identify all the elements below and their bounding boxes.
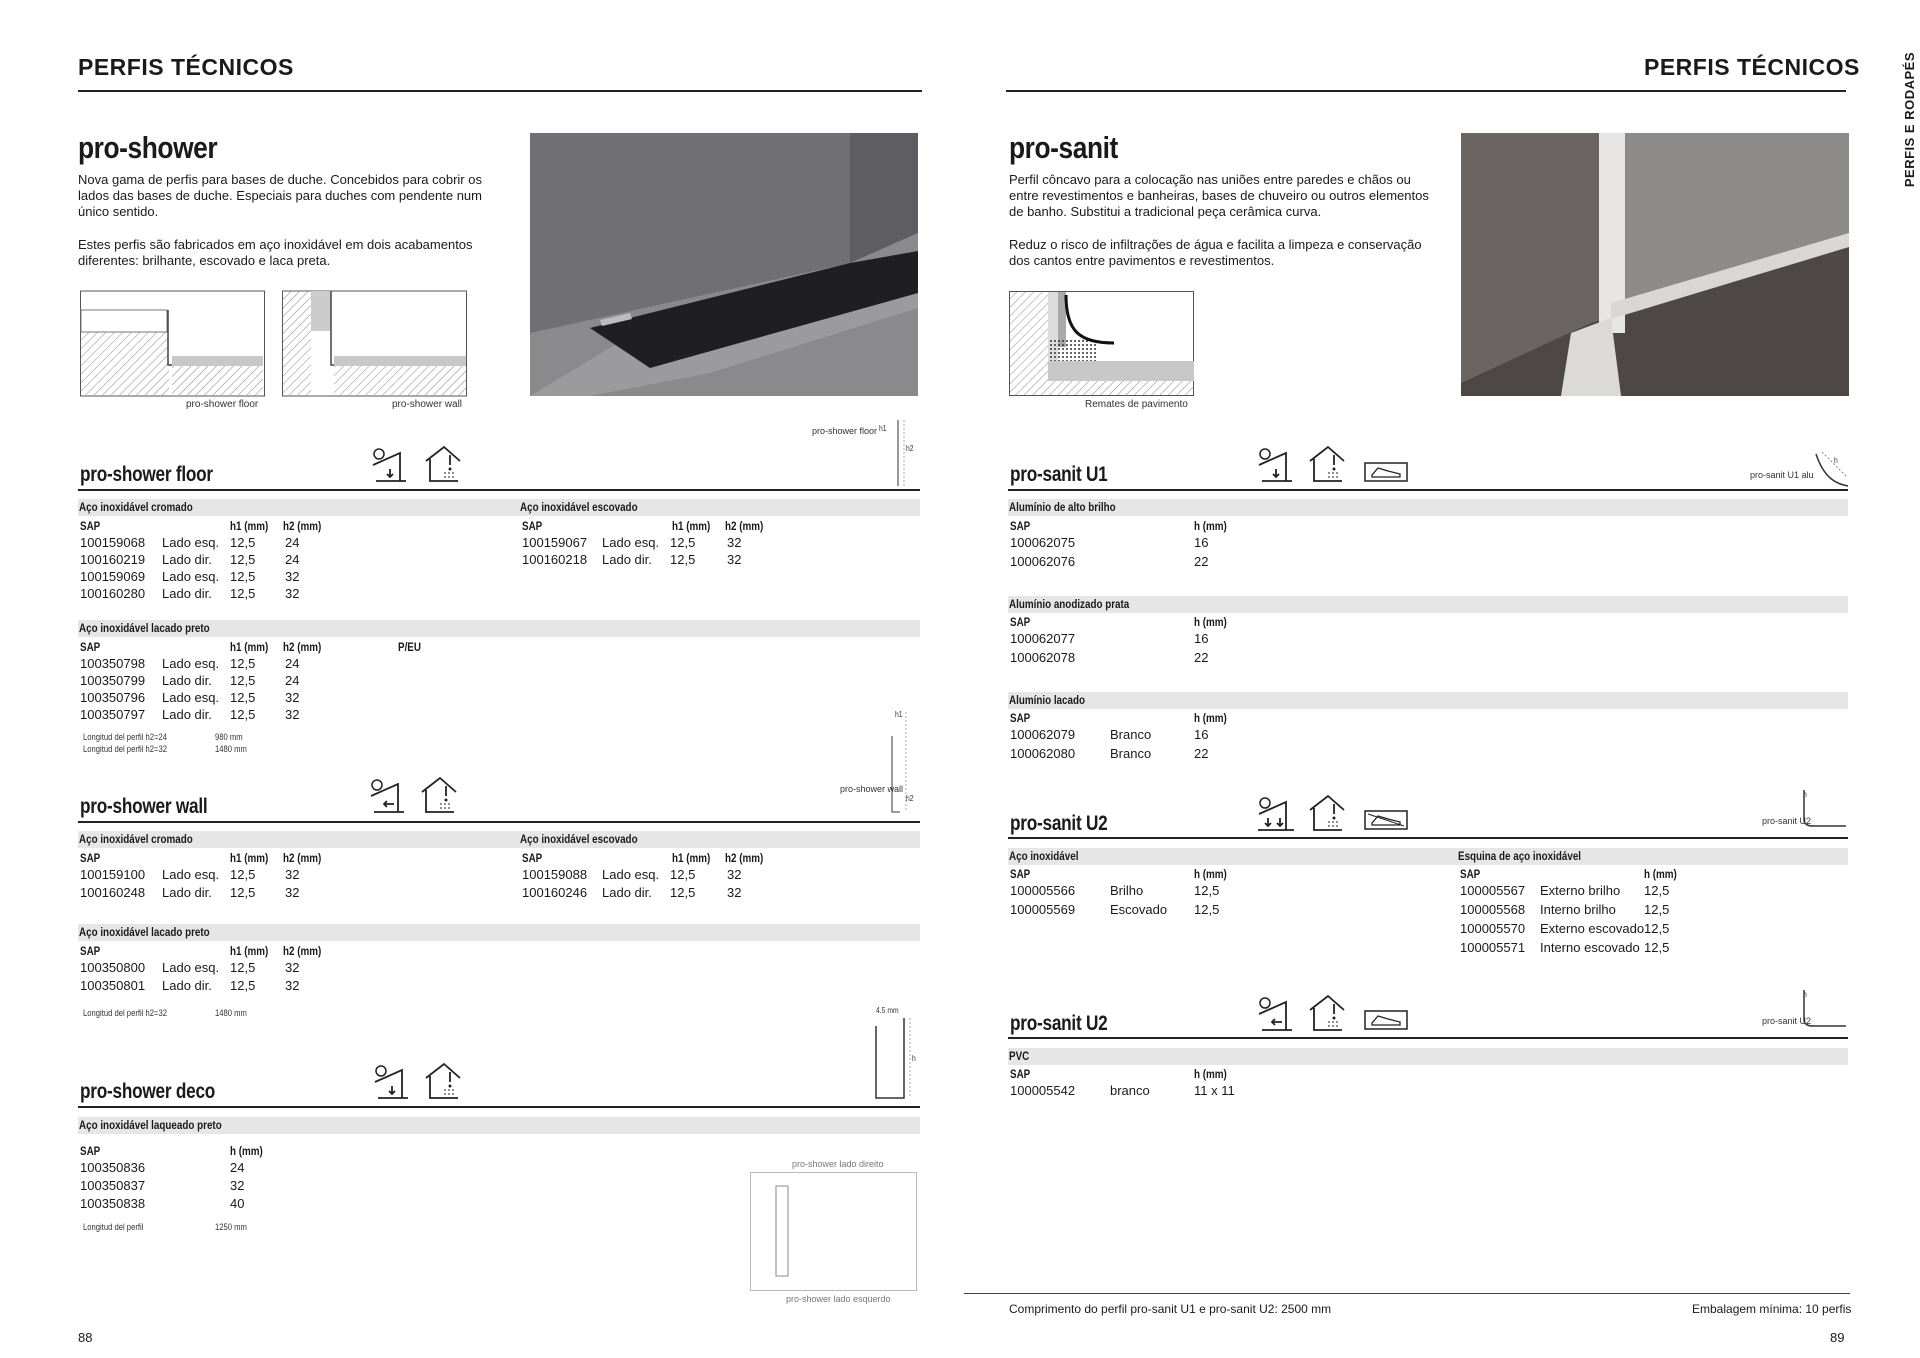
shower-icon	[424, 445, 462, 483]
table-cell: 32	[727, 535, 742, 550]
note-value: 1480 mm	[215, 1008, 247, 1018]
table-cell: Escovado	[1110, 902, 1168, 917]
floor-side-label: pro-shower floor	[812, 426, 878, 436]
sap-code: 100005568	[1460, 902, 1526, 917]
right-header-rule	[1006, 90, 1846, 92]
table-cell: Branco	[1110, 727, 1152, 742]
sap-code: 100160280	[80, 586, 146, 601]
deco-plan-diagram	[750, 1172, 918, 1292]
sap-code: 100159100	[80, 867, 146, 882]
sap-code: 100350796	[80, 690, 146, 705]
table-cell: 32	[285, 867, 300, 882]
section-title-u2b: pro-sanit U2	[1010, 1012, 1108, 1035]
u2a-group1-label: Aço inoxidável	[1009, 849, 1079, 863]
table-cell: 12,5	[230, 535, 256, 550]
deco-dim-top: 4.5 mm	[876, 1006, 899, 1015]
floor-rule	[78, 489, 920, 491]
note-value: 980 mm	[215, 732, 243, 742]
column-header: SAP	[1010, 711, 1031, 725]
floor-band-1	[78, 499, 920, 516]
column-header: h2 (mm)	[283, 851, 322, 865]
table-cell: Lado dir.	[602, 552, 652, 567]
sun-drain-icon	[372, 1062, 410, 1100]
pro-shower-intro	[78, 172, 488, 286]
table-cell: Lado esq.	[162, 569, 220, 584]
table-cell: 32	[285, 885, 300, 900]
wall-band-2	[78, 924, 920, 941]
sap-code: 100350797	[80, 707, 146, 722]
table-cell: 12,5	[230, 867, 256, 882]
column-header: h2 (mm)	[725, 519, 764, 533]
note-label: Longitud del perfil h2=32	[83, 744, 168, 754]
table-cell: 32	[727, 867, 742, 882]
table-cell: branco	[1110, 1083, 1150, 1098]
table-cell: 22	[1194, 650, 1209, 665]
table-cell: Interno brilho	[1540, 902, 1616, 917]
table-cell: 12,5	[1644, 902, 1670, 917]
right-header: PERFIS TÉCNICOS	[1644, 54, 1860, 80]
intro-paragraph-2: Estes perfis são fabricados em aço inoxidável em dois acabamentos diferentes: brilhante, escovado e laca preta.	[78, 237, 473, 268]
deco-caption-top: pro-shower lado direito	[792, 1159, 884, 1169]
sap-code: 100350838	[80, 1196, 146, 1211]
table-cell: 32	[285, 586, 300, 601]
intro-paragraph-1: Perfil côncavo para a colocação nas uniões entre paredes e chãos ou entre revestimentos e banheiras, bases de chuveiro ou outros elementos de banho. Substitui a tradicional peça cerâmica curva.	[1009, 172, 1429, 219]
column-header: h1 (mm)	[230, 944, 269, 958]
intro-paragraph-2: Reduz o risco de infiltrações de água e facilita a limpeza e conservação dos cantos entre pavimentos e revestimentos.	[1009, 237, 1422, 268]
wall-band-1	[78, 831, 920, 848]
sap-code: 100005571	[1460, 940, 1526, 955]
column-header: SAP	[522, 519, 543, 533]
u2b-band-1	[1008, 1048, 1848, 1065]
column-header: h2 (mm)	[283, 944, 322, 958]
table-cell: 24	[230, 1160, 245, 1175]
wall-dim-h2: h2	[906, 794, 914, 803]
column-header: h (mm)	[1194, 1067, 1227, 1081]
u1-group1-label: Alumínio de alto brilho	[1009, 500, 1116, 514]
column-header: h (mm)	[230, 1144, 263, 1158]
u2a-group2-label: Esquina de aço inoxidável	[1458, 849, 1582, 863]
table-cell: 12,5	[1644, 883, 1670, 898]
floor-group3-label: Aço inoxidável lacado preto	[79, 621, 210, 635]
sap-code: 100159067	[522, 535, 588, 550]
pro-sanit-intro	[1009, 172, 1429, 286]
column-header: SAP	[1010, 867, 1031, 881]
column-header: h2 (mm)	[725, 851, 764, 865]
sap-code: 100350801	[80, 978, 146, 993]
footer-left: Comprimento do perfil pro-sanit U1 e pro-sanit U2: 2500 mm	[1009, 1302, 1332, 1316]
pro-sanit-diagram	[1009, 291, 1195, 397]
u2a-rule	[1008, 837, 1848, 839]
deco-group1-label: Aço inoxidável laqueado preto	[79, 1118, 222, 1132]
wall-dim-h1: h1	[895, 710, 903, 719]
table-cell: 40	[230, 1196, 245, 1211]
table-cell: 22	[1194, 746, 1209, 761]
table-cell: 11 x 11	[1194, 1083, 1235, 1098]
table-cell: 12,5	[230, 978, 256, 993]
column-header: h (mm)	[1194, 519, 1227, 533]
shower-icon	[1308, 794, 1346, 832]
table-cell: 12,5	[670, 867, 696, 882]
table-cell: Externo brilho	[1540, 883, 1621, 898]
column-header: SAP	[80, 851, 101, 865]
table-cell: 16	[1194, 535, 1209, 550]
sap-code: 100160218	[522, 552, 588, 567]
table-cell: 32	[230, 1178, 245, 1193]
sap-code: 100062079	[1010, 727, 1076, 742]
table-cell: Lado dir.	[162, 978, 212, 993]
table-cell: 12,5	[230, 656, 256, 671]
sap-code: 100062076	[1010, 554, 1076, 569]
table-cell: Brilho	[1110, 883, 1144, 898]
table-cell: 12,5	[230, 707, 256, 722]
side-tab: PERFIS E RODAPÉS	[1902, 52, 1917, 188]
shower-icon	[1308, 445, 1346, 483]
shoe-icon	[1364, 810, 1408, 832]
sap-code: 100350799	[80, 673, 146, 688]
caption-pro-shower-wall: pro-shower wall	[392, 399, 463, 410]
left-page-number: 88	[78, 1330, 93, 1345]
u1-band-2	[1008, 596, 1848, 613]
column-header: h (mm)	[1194, 867, 1227, 881]
deco-band-1	[78, 1117, 920, 1134]
table-cell: Lado esq.	[162, 867, 220, 882]
shower-icon	[420, 776, 458, 814]
u1-band-3	[1008, 692, 1848, 709]
table-cell: 16	[1194, 631, 1209, 646]
shoe-icon	[1364, 1010, 1408, 1032]
table-cell: 32	[285, 960, 300, 975]
table-cell: 32	[285, 978, 300, 993]
table-cell: 12,5	[230, 885, 256, 900]
table-cell: 12,5	[670, 535, 696, 550]
table-cell: 12,5	[1194, 883, 1220, 898]
intro-paragraph-1: Nova gama de perfis para bases de duche. Concebidos para cobrir os lados das bases de duche. Especiais para duches com pendente num único sentido.	[78, 172, 482, 219]
sap-code: 100160248	[80, 885, 146, 900]
sun-wall-icon	[1256, 994, 1294, 1032]
section-title-wall: pro-shower wall	[80, 795, 208, 818]
table-cell: Lado dir.	[162, 586, 212, 601]
sun-drain-icon	[1256, 445, 1294, 483]
section-title-u1: pro-sanit U1	[1010, 463, 1108, 486]
column-header: SAP	[1010, 1067, 1031, 1081]
sap-code: 100005566	[1010, 883, 1076, 898]
table-cell: 12,5	[670, 885, 696, 900]
sap-code: 100005570	[1460, 921, 1526, 936]
wall-rule	[78, 821, 920, 823]
table-cell: Lado dir.	[162, 885, 212, 900]
table-cell: 12,5	[230, 586, 256, 601]
table-cell: Lado esq.	[162, 690, 220, 705]
floor-dim-h2: h2	[906, 444, 914, 453]
pro-shower-photo	[530, 133, 918, 396]
table-cell: 32	[285, 569, 300, 584]
u2a-band-1	[1008, 848, 1848, 865]
table-cell: Lado dir.	[162, 552, 212, 567]
sap-code: 100159088	[522, 867, 588, 882]
table-cell: 32	[727, 552, 742, 567]
right-page-number: 89	[1830, 1330, 1845, 1345]
column-header: h1 (mm)	[230, 851, 269, 865]
sap-code: 100062075	[1010, 535, 1076, 550]
u2b-group1-label: PVC	[1009, 1049, 1030, 1063]
column-header: h2 (mm)	[283, 519, 322, 533]
note-label: Longitud del perfil	[83, 1222, 144, 1232]
column-header: SAP	[80, 944, 101, 958]
section-title-deco: pro-shower deco	[80, 1080, 216, 1103]
table-cell: Lado esq.	[162, 960, 220, 975]
u2a-side-label: pro-sanit U2	[1762, 816, 1812, 826]
shoe-icon	[1364, 462, 1408, 484]
table-cell: 32	[285, 690, 300, 705]
table-cell: 24	[285, 673, 300, 688]
table-cell: 12,5	[230, 569, 256, 584]
wall-dimension-sketch	[888, 712, 918, 822]
note-value: 1250 mm	[215, 1222, 247, 1232]
table-cell: 12,5	[1644, 940, 1670, 955]
sap-code: 100005569	[1010, 902, 1076, 917]
table-cell: Externo escovado	[1540, 921, 1645, 936]
deco-dimension-sketch	[872, 1016, 912, 1102]
table-cell: 12,5	[1194, 902, 1220, 917]
deco-dim-h: h	[912, 1054, 916, 1063]
shower-icon	[1308, 994, 1346, 1032]
pro-shower-title: pro-shower	[78, 130, 218, 165]
sun-double-drain-icon	[1256, 794, 1296, 832]
pro-sanit-photo	[1461, 133, 1849, 396]
table-cell: Interno escovado	[1540, 940, 1640, 955]
column-header: SAP	[80, 1144, 101, 1158]
caption-remates: Remates de pavimento	[1085, 399, 1188, 410]
left-header-rule	[78, 90, 922, 92]
sap-code: 100159068	[80, 535, 146, 550]
table-cell: Lado dir.	[162, 673, 212, 688]
note-value: 1480 mm	[215, 744, 247, 754]
column-header: h (mm)	[1644, 867, 1677, 881]
sap-code: 100062080	[1010, 746, 1076, 761]
section-title-floor: pro-shower floor	[80, 463, 213, 486]
sap-code: 100062077	[1010, 631, 1076, 646]
wall-group3-label: Aço inoxidável lacado preto	[79, 925, 210, 939]
note-label: Longitud del perfil h2=32	[83, 1008, 168, 1018]
caption-pro-shower-floor: pro-shower floor	[186, 399, 259, 410]
table-cell: Lado esq.	[162, 535, 220, 550]
table-cell: 22	[1194, 554, 1209, 569]
column-header: h1 (mm)	[672, 851, 711, 865]
table-cell: 12,5	[230, 552, 256, 567]
footer-rule	[964, 1293, 1850, 1294]
table-cell: 12,5	[670, 552, 696, 567]
table-cell: Lado esq.	[602, 867, 660, 882]
table-cell: 24	[285, 535, 300, 550]
table-cell: 32	[727, 885, 742, 900]
floor-band-2	[78, 620, 920, 637]
sun-drain-icon	[370, 445, 408, 483]
table-cell: 12,5	[230, 960, 256, 975]
column-header: SAP	[80, 640, 101, 654]
floor-group1-label: Aço inoxidável cromado	[79, 500, 193, 514]
column-header: h2 (mm)	[283, 640, 322, 654]
table-cell: Branco	[1110, 746, 1152, 761]
u1-profile-sketch	[1810, 448, 1850, 490]
floor-group2-label: Aço inoxidável escovado	[520, 500, 638, 514]
note-label: Longitud del perfil h2=24	[83, 732, 168, 742]
table-cell: 32	[285, 707, 300, 722]
sap-code: 100159069	[80, 569, 146, 584]
floor-dim-h1: h1	[879, 424, 887, 433]
sap-code: 100350837	[80, 1178, 146, 1193]
table-cell: 16	[1194, 727, 1209, 742]
footer-right: Embalagem mínima: 10 perfis	[1692, 1302, 1852, 1316]
sun-wall-icon	[368, 776, 406, 814]
table-cell: 12,5	[230, 673, 256, 688]
u1-band-1	[1008, 499, 1848, 516]
pro-sanit-title: pro-sanit	[1009, 130, 1118, 165]
u2b-rule	[1008, 1037, 1848, 1039]
sap-code: 100062078	[1010, 650, 1076, 665]
column-header: SAP	[1460, 867, 1481, 881]
sap-code: 100350800	[80, 960, 146, 975]
table-cell: Lado esq.	[602, 535, 660, 550]
sap-code: 100160246	[522, 885, 588, 900]
column-header: h1 (mm)	[230, 519, 269, 533]
table-cell: 24	[285, 656, 300, 671]
u1-dim-h: h	[1834, 456, 1838, 465]
u2b-dim-h: h	[1803, 990, 1807, 999]
column-header: SAP	[1010, 519, 1031, 533]
sap-code: 100005542	[1010, 1083, 1076, 1098]
u2b-side-label: pro-sanit U2	[1762, 1016, 1812, 1026]
sap-code: 100350798	[80, 656, 146, 671]
left-header: PERFIS TÉCNICOS	[78, 54, 294, 80]
u1-rule	[1008, 489, 1848, 491]
sap-code: 100350836	[80, 1160, 146, 1175]
table-cell: 24	[285, 552, 300, 567]
column-header: h (mm)	[1194, 711, 1227, 725]
sap-code: 100005567	[1460, 883, 1526, 898]
table-cell: Lado esq.	[162, 656, 220, 671]
table-cell: 12,5	[1644, 921, 1670, 936]
column-header: h (mm)	[1194, 615, 1227, 629]
table-cell: 12,5	[230, 690, 256, 705]
u1-group2-label: Alumínio anodizado prata	[1009, 597, 1130, 611]
wall-group2-label: Aço inoxidável escovado	[520, 832, 638, 846]
section-title-u2a: pro-sanit U2	[1010, 812, 1108, 835]
u1-group3-label: Alumínio lacado	[1009, 693, 1086, 707]
column-header: SAP	[1010, 615, 1031, 629]
wall-side-label: pro-shower wall	[840, 784, 904, 794]
pro-shower-diagrams	[80, 290, 468, 415]
column-header: h1 (mm)	[230, 640, 269, 654]
column-header: SAP	[522, 851, 543, 865]
wall-group1-label: Aço inoxidável cromado	[79, 832, 193, 846]
shower-icon	[424, 1062, 462, 1100]
column-header: SAP	[80, 519, 101, 533]
deco-rule	[78, 1106, 920, 1108]
u2a-dim-h: h	[1803, 790, 1807, 799]
table-cell: Lado dir.	[602, 885, 652, 900]
table-cell: Lado dir.	[162, 707, 212, 722]
deco-caption-bottom: pro-shower lado esquerdo	[786, 1294, 891, 1304]
sap-code: 100160219	[80, 552, 146, 567]
column-header: P/EU	[398, 640, 421, 654]
column-header: h1 (mm)	[672, 519, 711, 533]
u1-side-label: pro-sanit U1 alu	[1750, 470, 1814, 480]
